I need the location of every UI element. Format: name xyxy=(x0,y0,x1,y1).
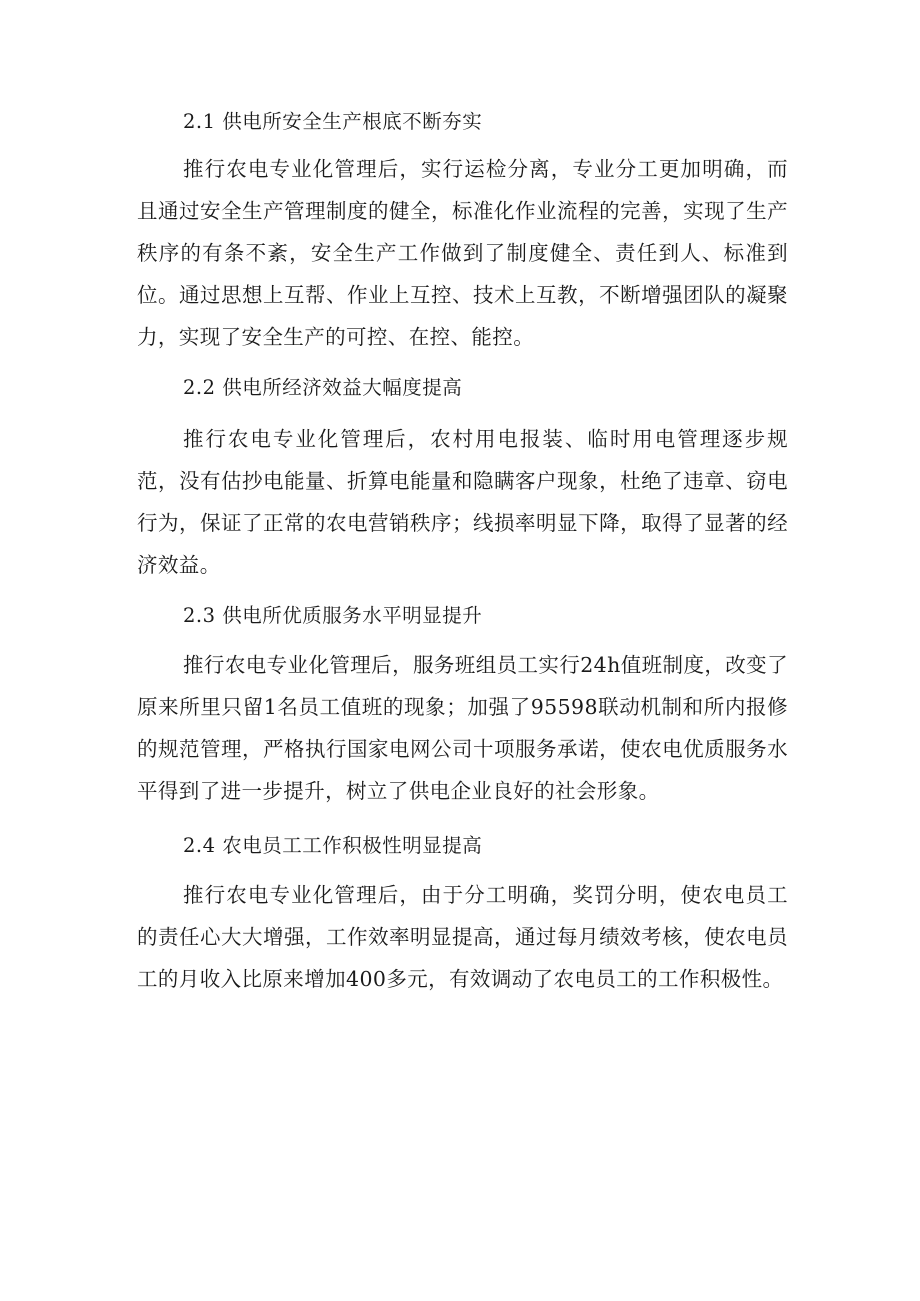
section-heading: 2.1 供电所安全生产根底不断夯实 xyxy=(183,110,483,133)
section-2-1 xyxy=(137,100,788,358)
section-2-3 xyxy=(137,594,788,812)
section-paragraph: 推行农电专业化管理后，实行运检分离，专业分工更加明确，而且通过安全生产管理制度的健全，标准化作业流程的完善，实现了生产秩序的有条不紊，安全生产工作做到了制度健全、责任到人、标准到位。通过思想上互帮、作业上互控、技术上互教，不断增强团队的凝聚力，实现了安全生产的可控、在控、能控。 xyxy=(137,157,788,349)
document-page xyxy=(137,100,788,1000)
section-heading: 2.4 农电员工工作积极性明显提高 xyxy=(183,834,483,857)
section-2-4 xyxy=(137,824,788,1000)
section-2-2 xyxy=(137,366,788,586)
section-heading: 2.3 供电所优质服务水平明显提升 xyxy=(183,604,483,627)
section-paragraph: 推行农电专业化管理后，农村用电报装、临时用电管理逐步规范，没有估抄电能量、折算电能量和隐瞒客户现象，杜绝了违章、窃电行为，保证了正常的农电营销秩序；线损率明显下降，取得了显著的经济效益。 xyxy=(137,427,788,577)
section-paragraph: 推行农电专业化管理后，由于分工明确，奖罚分明，使农电员工的责任心大大增强，工作效率明显提高，通过每月绩效考核，使农电员工的月收入比原来增加400多元，有效调动了农电员工的工作积极性。 xyxy=(137,883,788,991)
section-heading: 2.2 供电所经济效益大幅度提高 xyxy=(183,376,463,399)
section-paragraph: 推行农电专业化管理后，服务班组员工实行24h值班制度，改变了原来所里只留1名员工值班的现象；加强了95598联动机制和所内报修的规范管理，严格执行国家电网公司十项服务承诺，使农电优质服务水平得到了进一步提升，树立了供电企业良好的社会形象。 xyxy=(137,653,788,803)
